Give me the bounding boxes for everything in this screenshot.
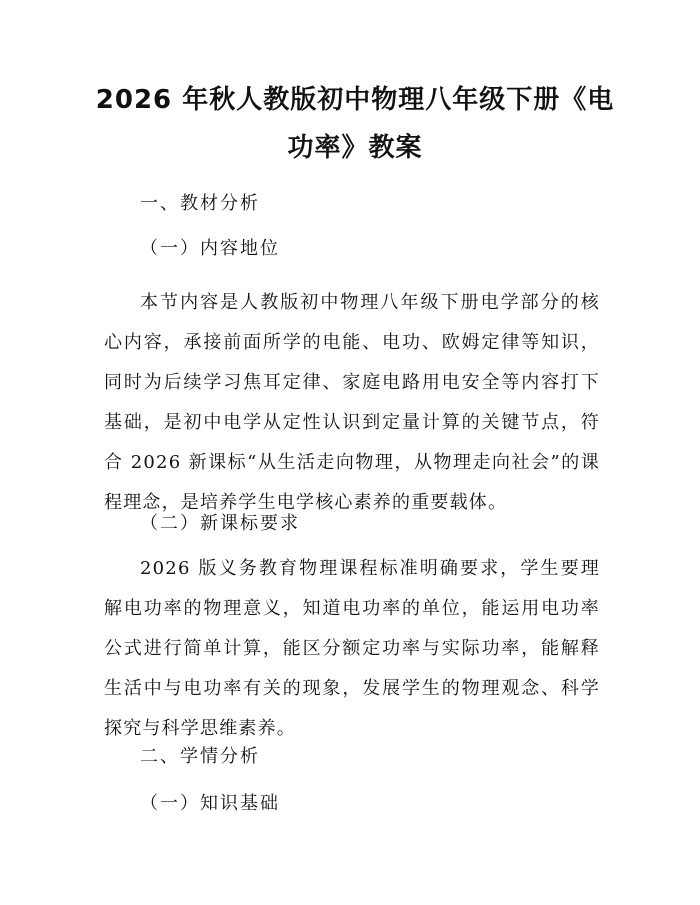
paragraph-curriculum-requirements: 2026 版义务教育物理课程标准明确要求，学生要理解电功率的物理意义，知道电功率的单位，能运用电功率公式进行简单计算，能区分额定功率与实际功率，能解释生活中与电功率有关的现象，发展学生的物理观念、科学探究与科学思维素养。 [104, 558, 600, 739]
subsection-heading-knowledge-basis: （一）知识基础 [140, 793, 280, 814]
document-title: 2026 年秋人教版初中物理八年级下册《电功率》教案 [95, 85, 615, 163]
subsection-heading-curriculum-requirements: （二）新课标要求 [140, 513, 300, 534]
paragraph-content-position: 本节内容是人教版初中物理八年级下册电学部分的核心内容，承接前面所学的电能、电功、欧姆定律等知识，同时为后续学习焦耳定律、家庭电路用电安全等内容打下基础，是初中电学从定性认识到定量计算的关键节点，符合 2026 新课标“从生活走向物理，从物理走向社会”的课程理念，是培养学生电学核心素养的重要载体。 [104, 292, 600, 513]
section-heading-learner-analysis: 二、学情分析 [140, 746, 260, 767]
subsection-heading-content-position: （一）内容地位 [140, 238, 280, 259]
section-heading-teaching-material-analysis: 一、教材分析 [140, 193, 260, 214]
